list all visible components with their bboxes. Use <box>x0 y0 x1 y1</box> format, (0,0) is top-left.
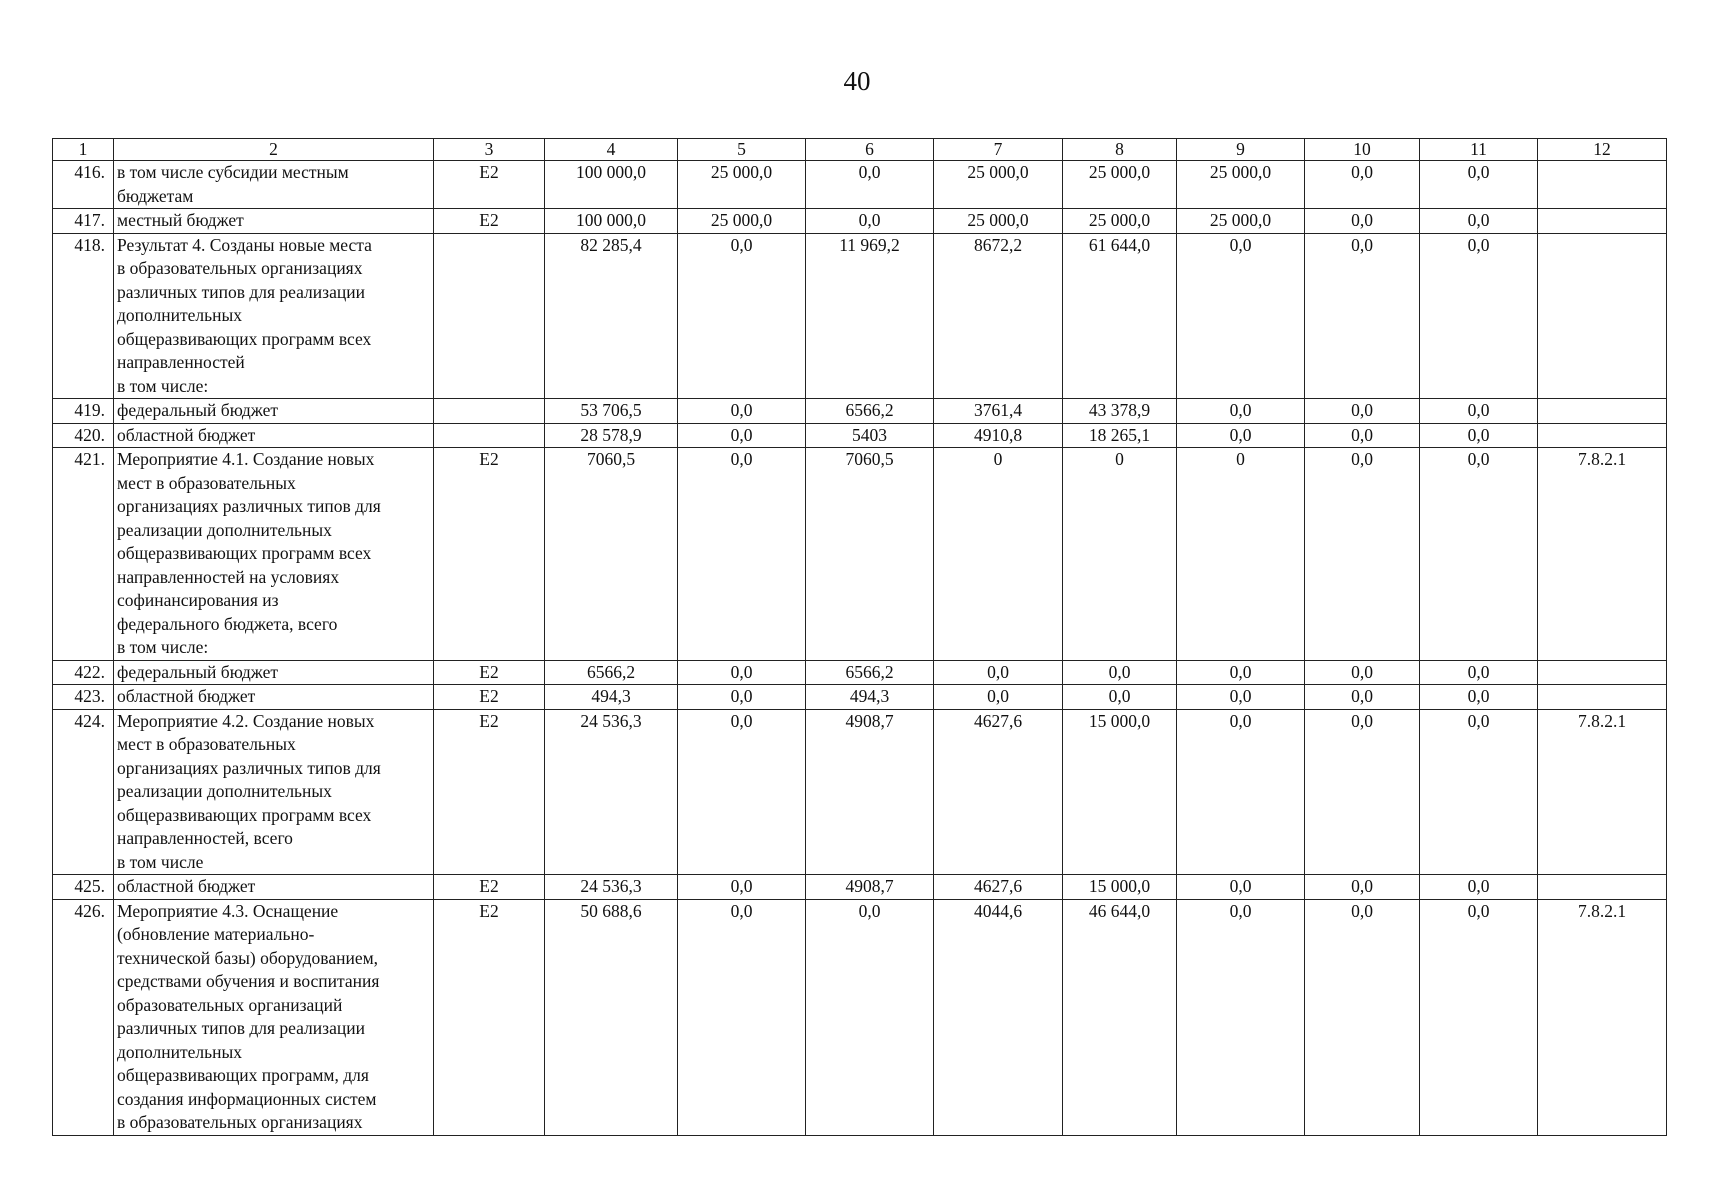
code-cell: Е2 <box>434 660 545 685</box>
row-number-cell: 418. <box>53 233 114 399</box>
col10-cell: 0,0 <box>1305 233 1420 399</box>
col4-cell: 100 000,0 <box>545 209 678 234</box>
table-row <box>53 423 1667 448</box>
column-header: 2 <box>114 139 434 161</box>
description-line: в том числе субсидии местным <box>117 162 349 182</box>
col5-cell: 0,0 <box>678 660 806 685</box>
col9-cell: 25 000,0 <box>1177 161 1305 209</box>
col8-cell: 15 000,0 <box>1063 875 1177 900</box>
description-line: мест в образовательных <box>117 472 296 493</box>
table-row <box>53 161 1667 209</box>
page-number: 40 <box>843 66 871 96</box>
col8-cell: 15 000,0 <box>1063 709 1177 875</box>
description-line: федеральный бюджет <box>117 661 279 682</box>
col6-cell: 0,0 <box>806 209 934 234</box>
col10-cell: 0,0 <box>1305 899 1420 1135</box>
col8-cell: 43 378,9 <box>1063 399 1177 424</box>
col7-cell: 0,0 <box>934 685 1063 710</box>
row-number-cell: 417. <box>53 209 114 234</box>
col10-cell: 0,0 <box>1305 448 1420 661</box>
col11-cell: 0,0 <box>1420 161 1538 209</box>
column-header: 5 <box>678 139 806 161</box>
col7-cell: 25 000,0 <box>934 209 1063 234</box>
col6-cell: 494,3 <box>806 685 934 710</box>
col8-cell: 0,0 <box>1063 685 1177 710</box>
row-number-cell: 425. <box>53 875 114 900</box>
description-line: бюджетам <box>117 185 194 206</box>
description-line: различных типов для реализации <box>117 1018 365 1038</box>
col11-cell: 0,0 <box>1420 233 1538 399</box>
col4-cell: 50 688,6 <box>545 899 678 1135</box>
description-line: организациях различных типов для <box>117 496 381 516</box>
description-line: образовательных организаций <box>117 994 343 1015</box>
description-line: организациях различных типов для <box>117 757 381 778</box>
code-cell: Е2 <box>434 448 545 661</box>
column-header: 3 <box>434 139 545 161</box>
column-header: 9 <box>1177 139 1305 161</box>
col12-cell <box>1538 209 1667 234</box>
col7-cell: 4044,6 <box>934 899 1063 1135</box>
description-cell <box>114 399 434 424</box>
col11-cell: 0,0 <box>1420 660 1538 685</box>
description-cell <box>114 233 434 399</box>
col10-cell: 0,0 <box>1305 399 1420 424</box>
description-cell <box>114 899 434 1135</box>
description-line: Мероприятие 4.1. Создание новых <box>117 449 375 469</box>
col12-cell: 7.8.2.1 <box>1538 899 1667 1135</box>
col11-cell: 0,0 <box>1420 685 1538 710</box>
col12-cell <box>1538 660 1667 685</box>
description-line: в том числе <box>117 851 204 872</box>
description-line: общеразвивающих программ всех <box>117 804 372 825</box>
col6-cell: 6566,2 <box>806 399 934 424</box>
col11-cell: 0,0 <box>1420 423 1538 448</box>
description-line: различных типов для реализации <box>117 281 365 302</box>
col7-cell: 0 <box>934 448 1063 661</box>
col4-cell: 24 536,3 <box>545 875 678 900</box>
col4-cell: 6566,2 <box>545 660 678 685</box>
col11-cell: 0,0 <box>1420 448 1538 661</box>
col7-cell: 4910,8 <box>934 423 1063 448</box>
description-line: местный бюджет <box>117 210 244 230</box>
description-line: софинансирования из <box>117 590 279 610</box>
col9-cell: 25 000,0 <box>1177 209 1305 234</box>
description-cell <box>114 709 434 875</box>
col8-cell: 25 000,0 <box>1063 209 1177 234</box>
table-row <box>53 899 1667 1135</box>
col12-cell <box>1538 685 1667 710</box>
description-line: направленностей на условиях <box>117 566 340 587</box>
col7-cell: 4627,6 <box>934 709 1063 875</box>
col9-cell: 0,0 <box>1177 875 1305 900</box>
code-cell <box>434 233 545 399</box>
col10-cell: 0,0 <box>1305 685 1420 710</box>
col6-cell: 7060,5 <box>806 448 934 661</box>
description-line: создания информационных систем <box>117 1088 377 1109</box>
column-header: 6 <box>806 139 934 161</box>
col6-cell: 5403 <box>806 423 934 448</box>
col6-cell: 4908,7 <box>806 875 934 900</box>
code-cell <box>434 399 545 424</box>
code-cell: Е2 <box>434 899 545 1135</box>
row-number-cell: 420. <box>53 423 114 448</box>
col9-cell: 0,0 <box>1177 660 1305 685</box>
col10-cell: 0,0 <box>1305 209 1420 234</box>
budget-table <box>52 138 1667 1136</box>
col7-cell: 0,0 <box>934 660 1063 685</box>
column-header: 7 <box>934 139 1063 161</box>
col6-cell: 4908,7 <box>806 709 934 875</box>
description-cell <box>114 685 434 710</box>
description-line: в том числе: <box>117 375 209 396</box>
col7-cell: 8672,2 <box>934 233 1063 399</box>
description-line: общеразвивающих программ, для <box>117 1065 369 1085</box>
description-cell <box>114 448 434 661</box>
table-row <box>53 448 1667 661</box>
col9-cell: 0,0 <box>1177 685 1305 710</box>
col12-cell <box>1538 399 1667 424</box>
col9-cell: 0,0 <box>1177 399 1305 424</box>
col5-cell: 0,0 <box>678 423 806 448</box>
col5-cell: 0,0 <box>678 899 806 1135</box>
column-header: 8 <box>1063 139 1177 161</box>
col12-cell: 7.8.2.1 <box>1538 709 1667 875</box>
description-line: мест в образовательных <box>117 734 296 754</box>
table-row <box>53 709 1667 875</box>
description-cell <box>114 660 434 685</box>
table-row <box>53 685 1667 710</box>
col12-cell <box>1538 233 1667 399</box>
column-header-row <box>53 139 1667 161</box>
col8-cell: 0,0 <box>1063 660 1177 685</box>
description-cell <box>114 875 434 900</box>
row-number-cell: 422. <box>53 660 114 685</box>
col4-cell: 494,3 <box>545 685 678 710</box>
col4-cell: 7060,5 <box>545 448 678 661</box>
column-header: 11 <box>1420 139 1538 161</box>
description-line: (обновление материально- <box>117 924 315 944</box>
column-header: 1 <box>53 139 114 161</box>
col5-cell: 0,0 <box>678 399 806 424</box>
description-cell <box>114 209 434 234</box>
col10-cell: 0,0 <box>1305 423 1420 448</box>
table-row <box>53 399 1667 424</box>
table-row <box>53 233 1667 399</box>
description-line: реализации дополнительных <box>117 781 332 801</box>
row-number-cell: 416. <box>53 161 114 209</box>
description-line: в том числе: <box>117 637 209 657</box>
col4-cell: 100 000,0 <box>545 161 678 209</box>
col12-cell: 7.8.2.1 <box>1538 448 1667 661</box>
row-number-cell: 421. <box>53 448 114 661</box>
col11-cell: 0,0 <box>1420 209 1538 234</box>
row-number-cell: 424. <box>53 709 114 875</box>
code-cell: Е2 <box>434 209 545 234</box>
col9-cell: 0,0 <box>1177 423 1305 448</box>
col4-cell: 28 578,9 <box>545 423 678 448</box>
description-line: в образовательных организациях <box>117 258 363 278</box>
description-line: технической базы) оборудованием, <box>117 947 379 968</box>
col7-cell: 4627,6 <box>934 875 1063 900</box>
col11-cell: 0,0 <box>1420 875 1538 900</box>
code-cell: Е2 <box>434 161 545 209</box>
col6-cell: 0,0 <box>806 899 934 1135</box>
description-line: направленностей, всего <box>117 828 293 848</box>
col9-cell: 0,0 <box>1177 709 1305 875</box>
col10-cell: 0,0 <box>1305 709 1420 875</box>
col10-cell: 0,0 <box>1305 875 1420 900</box>
description-cell <box>114 423 434 448</box>
code-cell: Е2 <box>434 875 545 900</box>
col5-cell: 0,0 <box>678 233 806 399</box>
col12-cell <box>1538 161 1667 209</box>
row-number-cell: 419. <box>53 399 114 424</box>
description-line: Мероприятие 4.3. Оснащение <box>117 900 339 921</box>
col5-cell: 0,0 <box>678 875 806 900</box>
description-line: общеразвивающих программ всех <box>117 543 372 563</box>
description-line: областной бюджет <box>117 686 256 706</box>
description-line: федерального бюджета, всего <box>117 613 338 634</box>
column-header: 4 <box>545 139 678 161</box>
col11-cell: 0,0 <box>1420 399 1538 424</box>
col5-cell: 25 000,0 <box>678 161 806 209</box>
col12-cell <box>1538 423 1667 448</box>
description-line: Мероприятие 4.2. Создание новых <box>117 710 375 731</box>
col7-cell: 3761,4 <box>934 399 1063 424</box>
col5-cell: 0,0 <box>678 448 806 661</box>
code-cell: Е2 <box>434 685 545 710</box>
col10-cell: 0,0 <box>1305 161 1420 209</box>
code-cell <box>434 423 545 448</box>
col12-cell <box>1538 875 1667 900</box>
col11-cell: 0,0 <box>1420 899 1538 1135</box>
col10-cell: 0,0 <box>1305 660 1420 685</box>
table-row <box>53 660 1667 685</box>
col4-cell: 82 285,4 <box>545 233 678 399</box>
description-line: дополнительных <box>117 305 243 325</box>
col6-cell: 6566,2 <box>806 660 934 685</box>
table-row <box>53 875 1667 900</box>
description-line: в образовательных организациях <box>117 1112 363 1132</box>
col8-cell: 46 644,0 <box>1063 899 1177 1135</box>
col4-cell: 53 706,5 <box>545 399 678 424</box>
table-row <box>53 209 1667 234</box>
row-number-cell: 423. <box>53 685 114 710</box>
col4-cell: 24 536,3 <box>545 709 678 875</box>
col6-cell: 11 969,2 <box>806 233 934 399</box>
description-line: средствами обучения и воспитания <box>117 971 380 991</box>
col9-cell: 0 <box>1177 448 1305 661</box>
description-line: реализации дополнительных <box>117 519 332 540</box>
description-line: направленностей <box>117 352 245 372</box>
code-cell: Е2 <box>434 709 545 875</box>
col11-cell: 0,0 <box>1420 709 1538 875</box>
col8-cell: 25 000,0 <box>1063 161 1177 209</box>
col8-cell: 0 <box>1063 448 1177 661</box>
row-number-cell: 426. <box>53 899 114 1135</box>
column-header: 12 <box>1538 139 1667 161</box>
col8-cell: 61 644,0 <box>1063 233 1177 399</box>
col5-cell: 25 000,0 <box>678 209 806 234</box>
col8-cell: 18 265,1 <box>1063 423 1177 448</box>
col9-cell: 0,0 <box>1177 233 1305 399</box>
description-line: областной бюджет <box>117 424 256 445</box>
col9-cell: 0,0 <box>1177 899 1305 1135</box>
description-line: областной бюджет <box>117 876 256 896</box>
description-line: федеральный бюджет <box>117 400 279 420</box>
description-cell <box>114 161 434 209</box>
col6-cell: 0,0 <box>806 161 934 209</box>
description-line: общеразвивающих программ всех <box>117 328 372 349</box>
col7-cell: 25 000,0 <box>934 161 1063 209</box>
description-line: дополнительных <box>117 1041 243 1062</box>
column-header: 10 <box>1305 139 1420 161</box>
col5-cell: 0,0 <box>678 685 806 710</box>
col5-cell: 0,0 <box>678 709 806 875</box>
description-line: Результат 4. Созданы новые места <box>117 234 372 255</box>
